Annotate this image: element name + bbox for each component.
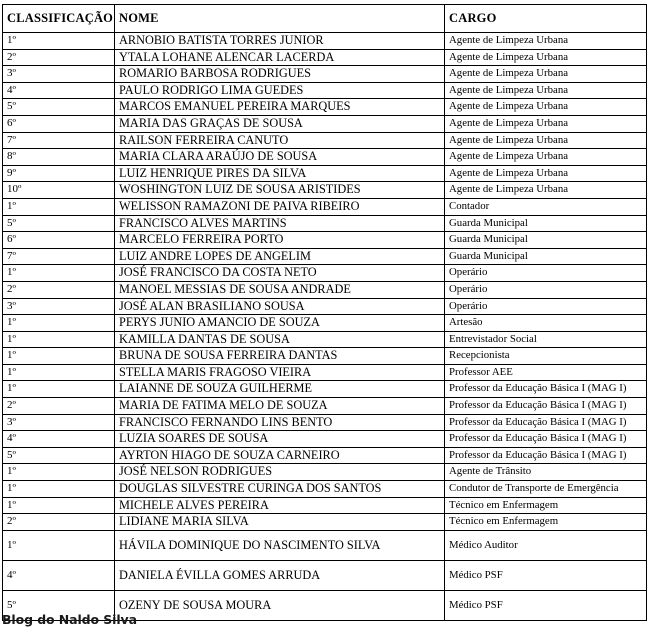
cell-classificacao: 1º <box>3 33 115 50</box>
table-row <box>3 82 647 99</box>
cell-classificacao: 3º <box>3 298 115 315</box>
cell-nome: LUZIA SOARES DE SOUSA <box>115 431 445 448</box>
cell-nome: HÁVILA DOMINIQUE DO NASCIMENTO SILVA <box>115 530 445 560</box>
cell-nome: MARIA DAS GRAÇAS DE SOUSA <box>115 115 445 132</box>
cell-nome: LUIZ ANDRE LOPES DE ANGELIM <box>115 248 445 265</box>
table-row <box>3 99 647 116</box>
cell-classificacao: 1º <box>3 198 115 215</box>
cell-cargo: Agente de Limpeza Urbana <box>445 66 647 83</box>
cell-cargo: Operário <box>445 281 647 298</box>
table-row <box>3 560 647 590</box>
cell-classificacao: 5º <box>3 447 115 464</box>
table-header-row <box>3 5 647 33</box>
table-row <box>3 165 647 182</box>
cell-classificacao: 10º <box>3 182 115 199</box>
cell-classificacao: 9º <box>3 165 115 182</box>
cell-nome: ROMARIO BARBOSA RODRIGUES <box>115 66 445 83</box>
cell-classificacao: 1º <box>3 331 115 348</box>
table-row <box>3 265 647 282</box>
cell-nome: MANOEL MESSIAS DE SOUSA ANDRADE <box>115 281 445 298</box>
cell-classificacao: 4º <box>3 82 115 99</box>
cell-classificacao: 4º <box>3 431 115 448</box>
table-row <box>3 398 647 415</box>
table-row <box>3 497 647 514</box>
cell-nome: JOSÉ FRANCISCO DA COSTA NETO <box>115 265 445 282</box>
cell-cargo: Professor da Educação Básica I (MAG I) <box>445 381 647 398</box>
cell-nome: MARCELO FERREIRA PORTO <box>115 232 445 249</box>
cell-nome: STELLA MARIS FRAGOSO VIEIRA <box>115 364 445 381</box>
table-row <box>3 232 647 249</box>
table-row <box>3 447 647 464</box>
table-row <box>3 215 647 232</box>
cell-nome: MARIA CLARA ARAÚJO DE SOUSA <box>115 149 445 166</box>
cell-classificacao: 5º <box>3 99 115 116</box>
cell-classificacao: 2º <box>3 49 115 66</box>
cell-nome: MICHELE ALVES PEREIRA <box>115 497 445 514</box>
table-row <box>3 414 647 431</box>
table-row <box>3 381 647 398</box>
cell-nome: PERYS JUNIO AMANCIO DE SOUZA <box>115 315 445 332</box>
cell-cargo: Artesão <box>445 315 647 332</box>
cell-classificacao: 1º <box>3 315 115 332</box>
cell-nome: DOUGLAS SILVESTRE CURINGA DOS SANTOS <box>115 481 445 498</box>
cell-classificacao: 1º <box>3 530 115 560</box>
cell-nome: PAULO RODRIGO LIMA GUEDES <box>115 82 445 99</box>
cell-cargo: Condutor de Transporte de Emergência <box>445 481 647 498</box>
cell-cargo: Médico Auditor <box>445 530 647 560</box>
cell-classificacao: 6º <box>3 115 115 132</box>
cell-nome: JOSÉ NELSON RODRIGUES <box>115 464 445 481</box>
cell-cargo: Agente de Limpeza Urbana <box>445 82 647 99</box>
cell-nome: WOSHINGTON LUIZ DE SOUSA ARISTIDES <box>115 182 445 199</box>
ranking-table-container <box>2 4 646 621</box>
cell-nome: BRUNA DE SOUSA FERREIRA DANTAS <box>115 348 445 365</box>
column-header-nome: NOME <box>115 5 445 33</box>
table-row <box>3 115 647 132</box>
cell-cargo: Professor da Educação Básica I (MAG I) <box>445 431 647 448</box>
table-row <box>3 149 647 166</box>
cell-cargo: Professor da Educação Básica I (MAG I) <box>445 414 647 431</box>
cell-cargo: Guarda Municipal <box>445 248 647 265</box>
cell-nome: AYRTON HIAGO DE SOUZA CARNEIRO <box>115 447 445 464</box>
cell-cargo: Recepcionista <box>445 348 647 365</box>
cell-cargo: Agente de Limpeza Urbana <box>445 115 647 132</box>
cell-cargo: Agente de Trânsito <box>445 464 647 481</box>
cell-classificacao: 5º <box>3 215 115 232</box>
credit-line: Blog do Naldo Silva <box>2 612 137 627</box>
cell-cargo: Operário <box>445 298 647 315</box>
table-row <box>3 481 647 498</box>
table-row <box>3 464 647 481</box>
column-header-classificacao: CLASSIFICAÇÃO <box>3 5 115 33</box>
cell-classificacao: 1º <box>3 348 115 365</box>
table-row <box>3 198 647 215</box>
cell-cargo: Guarda Municipal <box>445 232 647 249</box>
cell-cargo: Médico PSF <box>445 560 647 590</box>
table-row <box>3 331 647 348</box>
cell-cargo: Agente de Limpeza Urbana <box>445 165 647 182</box>
cell-cargo: Professor da Educação Básica I (MAG I) <box>445 398 647 415</box>
cell-nome: DANIELA ÉVILLA GOMES ARRUDA <box>115 560 445 590</box>
ranking-table <box>2 4 647 621</box>
cell-nome: MARIA DE FATIMA MELO DE SOUZA <box>115 398 445 415</box>
cell-classificacao: 8º <box>3 149 115 166</box>
cell-cargo: Técnico em Enfermagem <box>445 514 647 531</box>
cell-cargo: Médico PSF <box>445 590 647 620</box>
cell-cargo: Agente de Limpeza Urbana <box>445 132 647 149</box>
cell-nome: OZENY DE SOUSA MOURA <box>115 590 445 620</box>
table-row <box>3 364 647 381</box>
cell-nome: ARNOBIO BATISTA TORRES JUNIOR <box>115 33 445 50</box>
cell-nome: FRANCISCO ALVES MARTINS <box>115 215 445 232</box>
table-row <box>3 49 647 66</box>
table-row <box>3 431 647 448</box>
cell-classificacao: 1º <box>3 497 115 514</box>
cell-classificacao: 1º <box>3 364 115 381</box>
cell-classificacao: 3º <box>3 66 115 83</box>
cell-classificacao: 5º <box>3 590 115 620</box>
cell-nome: MARCOS EMANUEL PEREIRA MARQUES <box>115 99 445 116</box>
cell-cargo: Técnico em Enfermagem <box>445 497 647 514</box>
table-row <box>3 315 647 332</box>
table-row <box>3 281 647 298</box>
cell-nome: JOSÉ ALAN BRASILIANO SOUSA <box>115 298 445 315</box>
cell-nome: KAMILLA DANTAS DE SOUSA <box>115 331 445 348</box>
cell-classificacao: 1º <box>3 381 115 398</box>
cell-classificacao: 2º <box>3 281 115 298</box>
cell-cargo: Agente de Limpeza Urbana <box>445 149 647 166</box>
table-row <box>3 248 647 265</box>
cell-nome: FRANCISCO FERNANDO LINS BENTO <box>115 414 445 431</box>
cell-nome: LAIANNE DE SOUZA GUILHERME <box>115 381 445 398</box>
cell-nome: WELISSON RAMAZONI DE PAIVA RIBEIRO <box>115 198 445 215</box>
table-row <box>3 298 647 315</box>
table-row <box>3 514 647 531</box>
cell-cargo: Guarda Municipal <box>445 215 647 232</box>
table-row <box>3 182 647 199</box>
cell-nome: LIDIANE MARIA SILVA <box>115 514 445 531</box>
cell-classificacao: 2º <box>3 514 115 531</box>
cell-classificacao: 7º <box>3 248 115 265</box>
column-header-cargo: CARGO <box>445 5 647 33</box>
cell-cargo: Operário <box>445 265 647 282</box>
cell-classificacao: 2º <box>3 398 115 415</box>
table-row <box>3 33 647 50</box>
cell-nome: YTALA LOHANE ALENCAR LACERDA <box>115 49 445 66</box>
cell-classificacao: 1º <box>3 265 115 282</box>
cell-classificacao: 7º <box>3 132 115 149</box>
table-header <box>3 5 647 33</box>
cell-classificacao: 1º <box>3 481 115 498</box>
table-row <box>3 66 647 83</box>
cell-classificacao: 4º <box>3 560 115 590</box>
cell-cargo: Contador <box>445 198 647 215</box>
cell-classificacao: 3º <box>3 414 115 431</box>
cell-classificacao: 1º <box>3 464 115 481</box>
cell-cargo: Professor AEE <box>445 364 647 381</box>
table-row <box>3 132 647 149</box>
cell-cargo: Professor da Educação Básica I (MAG I) <box>445 447 647 464</box>
cell-cargo: Entrevistador Social <box>445 331 647 348</box>
cell-cargo: Agente de Limpeza Urbana <box>445 99 647 116</box>
cell-cargo: Agente de Limpeza Urbana <box>445 33 647 50</box>
cell-nome: RAILSON FERREIRA CANUTO <box>115 132 445 149</box>
table-row <box>3 530 647 560</box>
cell-cargo: Agente de Limpeza Urbana <box>445 49 647 66</box>
table-row <box>3 348 647 365</box>
table-body <box>3 33 647 621</box>
cell-cargo: Agente de Limpeza Urbana <box>445 182 647 199</box>
cell-classificacao: 6º <box>3 232 115 249</box>
cell-nome: LUIZ HENRIQUE PIRES DA SILVA <box>115 165 445 182</box>
